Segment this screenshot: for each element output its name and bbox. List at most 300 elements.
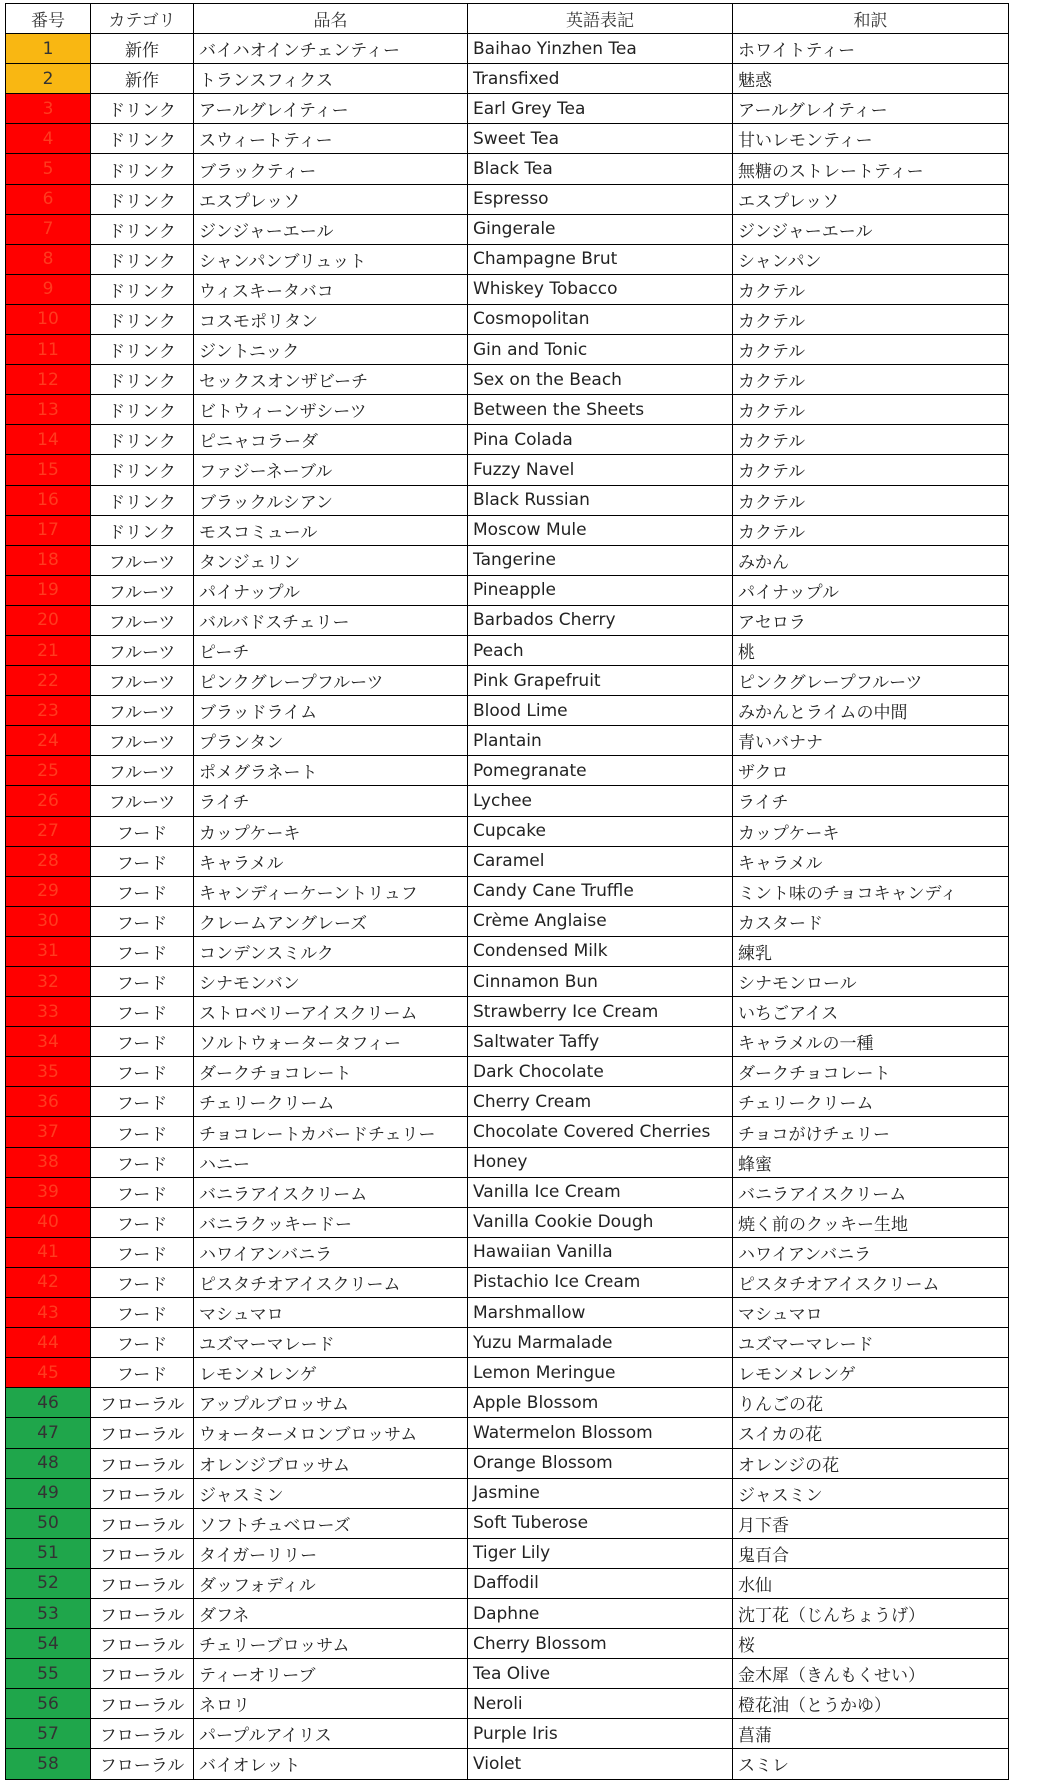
english-cell[interactable]: Pineapple	[468, 575, 733, 605]
english-cell[interactable]: Chocolate Covered Cherries	[468, 1117, 733, 1147]
category-cell[interactable]: ドリンク	[91, 274, 194, 304]
japanese-cell[interactable]: 青いバナナ	[733, 726, 1009, 756]
category-cell[interactable]: ドリンク	[91, 124, 194, 154]
category-cell[interactable]: フローラル	[91, 1418, 194, 1448]
row-number-cell[interactable]: 15	[6, 455, 91, 485]
name-cell[interactable]: ダッフォディル	[194, 1568, 468, 1598]
english-cell[interactable]: Black Russian	[468, 485, 733, 515]
japanese-cell[interactable]: カクテル	[733, 485, 1009, 515]
category-cell[interactable]: フローラル	[91, 1719, 194, 1749]
japanese-cell[interactable]: 橙花油（とうかゆ）	[733, 1689, 1009, 1719]
name-cell[interactable]: パイナップル	[194, 575, 468, 605]
name-cell[interactable]: トランスフィクス	[194, 64, 468, 94]
japanese-cell[interactable]: 月下香	[733, 1508, 1009, 1538]
header-english[interactable]: 英語表記	[468, 4, 733, 34]
japanese-cell[interactable]: 金木犀（きんもくせい）	[733, 1659, 1009, 1689]
category-cell[interactable]: フード	[91, 1057, 194, 1087]
row-number-cell[interactable]: 44	[6, 1328, 91, 1358]
category-cell[interactable]: フード	[91, 1298, 194, 1328]
row-number-cell[interactable]: 40	[6, 1207, 91, 1237]
english-cell[interactable]: Espresso	[468, 184, 733, 214]
english-cell[interactable]: Champagne Brut	[468, 244, 733, 274]
category-cell[interactable]: フード	[91, 1177, 194, 1207]
japanese-cell[interactable]: ユズマーマレード	[733, 1328, 1009, 1358]
table-row	[6, 304, 1009, 334]
japanese-cell[interactable]: シャンパン	[733, 244, 1009, 274]
category-cell[interactable]: ドリンク	[91, 485, 194, 515]
english-cell[interactable]: Jasmine	[468, 1478, 733, 1508]
japanese-cell[interactable]: ミント味のチョコキャンディ	[733, 876, 1009, 906]
name-cell[interactable]: バニラクッキードー	[194, 1207, 468, 1237]
japanese-cell[interactable]: カクテル	[733, 425, 1009, 455]
japanese-cell[interactable]: カクテル	[733, 455, 1009, 485]
japanese-cell[interactable]: ダークチョコレート	[733, 1057, 1009, 1087]
name-cell[interactable]: ジントニック	[194, 335, 468, 365]
english-cell[interactable]: Yuzu Marmalade	[468, 1328, 733, 1358]
english-cell[interactable]: Earl Grey Tea	[468, 94, 733, 124]
row-number-cell[interactable]: 36	[6, 1087, 91, 1117]
category-cell[interactable]: フローラル	[91, 1388, 194, 1418]
category-cell[interactable]: フローラル	[91, 1598, 194, 1628]
name-cell[interactable]: パープルアイリス	[194, 1719, 468, 1749]
english-cell[interactable]: Apple Blossom	[468, 1388, 733, 1418]
category-cell[interactable]: フード	[91, 1328, 194, 1358]
english-cell[interactable]: Caramel	[468, 846, 733, 876]
header-name[interactable]: 品名	[194, 4, 468, 34]
japanese-cell[interactable]: いちごアイス	[733, 997, 1009, 1027]
row-number-cell[interactable]: 32	[6, 967, 91, 997]
category-cell[interactable]: ドリンク	[91, 515, 194, 545]
japanese-cell[interactable]: エスプレッソ	[733, 184, 1009, 214]
japanese-cell[interactable]: 練乳	[733, 936, 1009, 966]
name-cell[interactable]: バルバドスチェリー	[194, 605, 468, 635]
english-cell[interactable]: Violet	[468, 1749, 733, 1779]
japanese-cell[interactable]: カクテル	[733, 304, 1009, 334]
english-cell[interactable]: Pistachio Ice Cream	[468, 1267, 733, 1297]
header-no[interactable]: 番号	[6, 4, 91, 34]
japanese-cell[interactable]: 鬼百合	[733, 1538, 1009, 1568]
category-cell[interactable]: ドリンク	[91, 184, 194, 214]
english-cell[interactable]: Neroli	[468, 1689, 733, 1719]
row-number-cell[interactable]: 58	[6, 1749, 91, 1779]
row-number-cell[interactable]: 50	[6, 1508, 91, 1538]
row-number-cell[interactable]: 45	[6, 1358, 91, 1388]
english-cell[interactable]: Marshmallow	[468, 1298, 733, 1328]
name-cell[interactable]: アップルブロッサム	[194, 1388, 468, 1418]
row-number-cell[interactable]: 25	[6, 756, 91, 786]
japanese-cell[interactable]: みかん	[733, 545, 1009, 575]
japanese-cell[interactable]: カクテル	[733, 365, 1009, 395]
row-number-cell[interactable]: 43	[6, 1298, 91, 1328]
japanese-cell[interactable]: 水仙	[733, 1568, 1009, 1598]
japanese-cell[interactable]: カップケーキ	[733, 816, 1009, 846]
japanese-cell[interactable]: ピスタチオアイスクリーム	[733, 1267, 1009, 1297]
name-cell[interactable]: エスプレッソ	[194, 184, 468, 214]
english-cell[interactable]: Gin and Tonic	[468, 335, 733, 365]
name-cell[interactable]: ネロリ	[194, 1689, 468, 1719]
japanese-cell[interactable]: 沈丁花（じんちょうげ）	[733, 1598, 1009, 1628]
category-cell[interactable]: フード	[91, 997, 194, 1027]
english-cell[interactable]: Cupcake	[468, 816, 733, 846]
row-number-cell[interactable]: 29	[6, 876, 91, 906]
name-cell[interactable]: ダークチョコレート	[194, 1057, 468, 1087]
japanese-cell[interactable]: 桃	[733, 635, 1009, 665]
row-number-cell[interactable]: 12	[6, 365, 91, 395]
name-cell[interactable]: クレームアングレーズ	[194, 906, 468, 936]
english-cell[interactable]: Black Tea	[468, 154, 733, 184]
name-cell[interactable]: ピーチ	[194, 635, 468, 665]
english-cell[interactable]: Vanilla Ice Cream	[468, 1177, 733, 1207]
japanese-cell[interactable]: パイナップル	[733, 575, 1009, 605]
row-number-cell[interactable]: 30	[6, 906, 91, 936]
category-cell[interactable]: フルーツ	[91, 605, 194, 635]
row-number-cell[interactable]: 33	[6, 997, 91, 1027]
english-cell[interactable]: Tangerine	[468, 545, 733, 575]
name-cell[interactable]: スウィートティー	[194, 124, 468, 154]
row-number-cell[interactable]: 48	[6, 1448, 91, 1478]
category-cell[interactable]: フード	[91, 1087, 194, 1117]
english-cell[interactable]: Plantain	[468, 726, 733, 756]
japanese-cell[interactable]: オレンジの花	[733, 1448, 1009, 1478]
english-cell[interactable]: Honey	[468, 1147, 733, 1177]
english-cell[interactable]: Condensed Milk	[468, 936, 733, 966]
english-cell[interactable]: Cosmopolitan	[468, 304, 733, 334]
name-cell[interactable]: タンジェリン	[194, 545, 468, 575]
english-cell[interactable]: Strawberry Ice Cream	[468, 997, 733, 1027]
english-cell[interactable]: Tiger Lily	[468, 1538, 733, 1568]
category-cell[interactable]: フルーツ	[91, 696, 194, 726]
name-cell[interactable]: ポメグラネート	[194, 756, 468, 786]
row-number-cell[interactable]: 17	[6, 515, 91, 545]
name-cell[interactable]: キャンディーケーントリュフ	[194, 876, 468, 906]
japanese-cell[interactable]: カクテル	[733, 335, 1009, 365]
row-number-cell[interactable]: 4	[6, 124, 91, 154]
japanese-cell[interactable]: キャラメル	[733, 846, 1009, 876]
name-cell[interactable]: ソルトウォータータフィー	[194, 1027, 468, 1057]
name-cell[interactable]: セックスオンザビーチ	[194, 365, 468, 395]
name-cell[interactable]: ウィスキータバコ	[194, 274, 468, 304]
row-number-cell[interactable]: 27	[6, 816, 91, 846]
row-number-cell[interactable]: 38	[6, 1147, 91, 1177]
japanese-cell[interactable]: ザクロ	[733, 756, 1009, 786]
name-cell[interactable]: ユズマーマレード	[194, 1328, 468, 1358]
japanese-cell[interactable]: アセロラ	[733, 605, 1009, 635]
category-cell[interactable]: フード	[91, 1237, 194, 1267]
name-cell[interactable]: ストロベリーアイスクリーム	[194, 997, 468, 1027]
row-number-cell[interactable]: 18	[6, 545, 91, 575]
name-cell[interactable]: モスコミュール	[194, 515, 468, 545]
row-number-cell[interactable]: 26	[6, 786, 91, 816]
name-cell[interactable]: バイオレット	[194, 1749, 468, 1779]
english-cell[interactable]: Moscow Mule	[468, 515, 733, 545]
name-cell[interactable]: ジンジャーエール	[194, 214, 468, 244]
english-cell[interactable]: Vanilla Cookie Dough	[468, 1207, 733, 1237]
japanese-cell[interactable]: カクテル	[733, 274, 1009, 304]
english-cell[interactable]: Transfixed	[468, 64, 733, 94]
name-cell[interactable]: コスモポリタン	[194, 304, 468, 334]
row-number-cell[interactable]: 13	[6, 395, 91, 425]
japanese-cell[interactable]: カクテル	[733, 515, 1009, 545]
english-cell[interactable]: Soft Tuberose	[468, 1508, 733, 1538]
category-cell[interactable]: フローラル	[91, 1659, 194, 1689]
japanese-cell[interactable]: ジンジャーエール	[733, 214, 1009, 244]
row-number-cell[interactable]: 52	[6, 1568, 91, 1598]
category-cell[interactable]: フード	[91, 906, 194, 936]
row-number-cell[interactable]: 53	[6, 1598, 91, 1628]
header-japanese[interactable]: 和訳	[733, 4, 1009, 34]
name-cell[interactable]: シナモンバン	[194, 967, 468, 997]
japanese-cell[interactable]: 菖蒲	[733, 1719, 1009, 1749]
category-cell[interactable]: ドリンク	[91, 365, 194, 395]
name-cell[interactable]: ハワイアンバニラ	[194, 1237, 468, 1267]
english-cell[interactable]: Blood Lime	[468, 696, 733, 726]
japanese-cell[interactable]: カクテル	[733, 395, 1009, 425]
japanese-cell[interactable]: 無糖のストレートティー	[733, 154, 1009, 184]
name-cell[interactable]: アールグレイティー	[194, 94, 468, 124]
row-number-cell[interactable]: 35	[6, 1057, 91, 1087]
english-cell[interactable]: Sex on the Beach	[468, 365, 733, 395]
row-number-cell[interactable]: 19	[6, 575, 91, 605]
english-cell[interactable]: Cherry Blossom	[468, 1629, 733, 1659]
name-cell[interactable]: バイハオインチェンティー	[194, 34, 468, 64]
name-cell[interactable]: プランタン	[194, 726, 468, 756]
english-cell[interactable]: Cinnamon Bun	[468, 967, 733, 997]
japanese-cell[interactable]: 桜	[733, 1629, 1009, 1659]
japanese-cell[interactable]: ジャスミン	[733, 1478, 1009, 1508]
category-cell[interactable]: フード	[91, 1147, 194, 1177]
category-cell[interactable]: フローラル	[91, 1538, 194, 1568]
row-number-cell[interactable]: 8	[6, 244, 91, 274]
category-cell[interactable]: フルーツ	[91, 666, 194, 696]
name-cell[interactable]: カップケーキ	[194, 816, 468, 846]
category-cell[interactable]: ドリンク	[91, 244, 194, 274]
row-number-cell[interactable]: 23	[6, 696, 91, 726]
name-cell[interactable]: キャラメル	[194, 846, 468, 876]
category-cell[interactable]: フード	[91, 1267, 194, 1297]
row-number-cell[interactable]: 46	[6, 1388, 91, 1418]
category-cell[interactable]: フード	[91, 1117, 194, 1147]
row-number-cell[interactable]: 1	[6, 34, 91, 64]
english-cell[interactable]: Crème Anglaise	[468, 906, 733, 936]
japanese-cell[interactable]: キャラメルの一種	[733, 1027, 1009, 1057]
name-cell[interactable]: オレンジブロッサム	[194, 1448, 468, 1478]
category-cell[interactable]: ドリンク	[91, 335, 194, 365]
row-number-cell[interactable]: 34	[6, 1027, 91, 1057]
japanese-cell[interactable]: ホワイトティー	[733, 34, 1009, 64]
english-cell[interactable]: Whiskey Tobacco	[468, 274, 733, 304]
japanese-cell[interactable]: 焼く前のクッキー生地	[733, 1207, 1009, 1237]
category-cell[interactable]: ドリンク	[91, 395, 194, 425]
row-number-cell[interactable]: 55	[6, 1659, 91, 1689]
name-cell[interactable]: チェリーブロッサム	[194, 1629, 468, 1659]
row-number-cell[interactable]: 56	[6, 1689, 91, 1719]
table-row	[6, 1117, 1009, 1147]
row-number-cell[interactable]: 10	[6, 304, 91, 334]
name-cell[interactable]: ブラックティー	[194, 154, 468, 184]
japanese-cell[interactable]: レモンメレンゲ	[733, 1358, 1009, 1388]
english-cell[interactable]: Tea Olive	[468, 1659, 733, 1689]
row-number-cell[interactable]: 37	[6, 1117, 91, 1147]
row-number-cell[interactable]: 21	[6, 635, 91, 665]
category-cell[interactable]: フローラル	[91, 1629, 194, 1659]
english-cell[interactable]: Dark Chocolate	[468, 1057, 733, 1087]
category-cell[interactable]: フルーツ	[91, 635, 194, 665]
category-cell[interactable]: フード	[91, 1358, 194, 1388]
japanese-cell[interactable]: 甘いレモンティー	[733, 124, 1009, 154]
category-cell[interactable]: ドリンク	[91, 304, 194, 334]
japanese-cell[interactable]: バニラアイスクリーム	[733, 1177, 1009, 1207]
english-cell[interactable]: Barbados Cherry	[468, 605, 733, 635]
name-cell[interactable]: ピンクグレープフルーツ	[194, 666, 468, 696]
japanese-cell[interactable]: アールグレイティー	[733, 94, 1009, 124]
english-cell[interactable]: Watermelon Blossom	[468, 1418, 733, 1448]
japanese-cell[interactable]: みかんとライムの中間	[733, 696, 1009, 726]
name-cell[interactable]: マシュマロ	[194, 1298, 468, 1328]
name-cell[interactable]: ライチ	[194, 786, 468, 816]
row-number-cell[interactable]: 22	[6, 666, 91, 696]
english-cell[interactable]: Purple Iris	[468, 1719, 733, 1749]
row-number-cell[interactable]: 57	[6, 1719, 91, 1749]
japanese-cell[interactable]: チェリークリーム	[733, 1087, 1009, 1117]
category-cell[interactable]: フード	[91, 816, 194, 846]
row-number-cell[interactable]: 20	[6, 605, 91, 635]
japanese-cell[interactable]: スイカの花	[733, 1418, 1009, 1448]
name-cell[interactable]: ブラックルシアン	[194, 485, 468, 515]
category-cell[interactable]: ドリンク	[91, 154, 194, 184]
category-cell[interactable]: ドリンク	[91, 425, 194, 455]
row-number-cell[interactable]: 2	[6, 64, 91, 94]
category-cell[interactable]: フード	[91, 1027, 194, 1057]
name-cell[interactable]: ハニー	[194, 1147, 468, 1177]
category-cell[interactable]: フローラル	[91, 1568, 194, 1598]
name-cell[interactable]: コンデンスミルク	[194, 936, 468, 966]
category-cell[interactable]: ドリンク	[91, 94, 194, 124]
japanese-cell[interactable]: りんごの花	[733, 1388, 1009, 1418]
name-cell[interactable]: ピニャコラーダ	[194, 425, 468, 455]
japanese-cell[interactable]: スミレ	[733, 1749, 1009, 1779]
row-number-cell[interactable]: 54	[6, 1629, 91, 1659]
name-cell[interactable]: タイガーリリー	[194, 1538, 468, 1568]
row-number-cell[interactable]: 16	[6, 485, 91, 515]
category-cell[interactable]: フード	[91, 936, 194, 966]
category-cell[interactable]: フルーツ	[91, 726, 194, 756]
row-number-cell[interactable]: 5	[6, 154, 91, 184]
english-cell[interactable]: Sweet Tea	[468, 124, 733, 154]
japanese-cell[interactable]: マシュマロ	[733, 1298, 1009, 1328]
row-number-cell[interactable]: 3	[6, 94, 91, 124]
name-cell[interactable]: ソフトチュベローズ	[194, 1508, 468, 1538]
name-cell[interactable]: バニラアイスクリーム	[194, 1177, 468, 1207]
english-cell[interactable]: Daphne	[468, 1598, 733, 1628]
row-number-cell[interactable]: 6	[6, 184, 91, 214]
english-cell[interactable]: Baihao Yinzhen Tea	[468, 34, 733, 64]
row-number-cell[interactable]: 41	[6, 1237, 91, 1267]
english-cell[interactable]: Pomegranate	[468, 756, 733, 786]
name-cell[interactable]: ピスタチオアイスクリーム	[194, 1267, 468, 1297]
japanese-cell[interactable]: カスタード	[733, 906, 1009, 936]
category-cell[interactable]: フローラル	[91, 1508, 194, 1538]
category-cell[interactable]: 新作	[91, 64, 194, 94]
english-cell[interactable]: Hawaiian Vanilla	[468, 1237, 733, 1267]
japanese-cell[interactable]: ライチ	[733, 786, 1009, 816]
category-cell[interactable]: フローラル	[91, 1448, 194, 1478]
english-cell[interactable]: Fuzzy Navel	[468, 455, 733, 485]
name-cell[interactable]: ジャスミン	[194, 1478, 468, 1508]
name-cell[interactable]: ビトウィーンザシーツ	[194, 395, 468, 425]
japanese-cell[interactable]: シナモンロール	[733, 967, 1009, 997]
japanese-cell[interactable]: 魅惑	[733, 64, 1009, 94]
category-cell[interactable]: フード	[91, 876, 194, 906]
english-cell[interactable]: Pink Grapefruit	[468, 666, 733, 696]
row-number-cell[interactable]: 42	[6, 1267, 91, 1297]
category-cell[interactable]: 新作	[91, 34, 194, 64]
name-cell[interactable]: ファジーネーブル	[194, 455, 468, 485]
row-number-cell[interactable]: 9	[6, 274, 91, 304]
japanese-cell[interactable]: チョコがけチェリー	[733, 1117, 1009, 1147]
row-number-cell[interactable]: 14	[6, 425, 91, 455]
name-cell[interactable]: ウォーターメロンブロッサム	[194, 1418, 468, 1448]
category-cell[interactable]: ドリンク	[91, 455, 194, 485]
category-cell[interactable]: フルーツ	[91, 786, 194, 816]
category-cell[interactable]: フルーツ	[91, 545, 194, 575]
name-cell[interactable]: レモンメレンゲ	[194, 1358, 468, 1388]
row-number-cell[interactable]: 31	[6, 936, 91, 966]
header-category[interactable]: カテゴリ	[91, 4, 194, 34]
english-cell[interactable]: Lychee	[468, 786, 733, 816]
japanese-cell[interactable]: 蜂蜜	[733, 1147, 1009, 1177]
row-number-cell[interactable]: 47	[6, 1418, 91, 1448]
row-number-cell[interactable]: 11	[6, 335, 91, 365]
category-cell[interactable]: フード	[91, 846, 194, 876]
english-cell[interactable]: Pina Colada	[468, 425, 733, 455]
english-cell[interactable]: Peach	[468, 635, 733, 665]
table-row	[6, 786, 1009, 816]
row-number-cell[interactable]: 28	[6, 846, 91, 876]
category-cell[interactable]: フローラル	[91, 1478, 194, 1508]
row-number-cell[interactable]: 49	[6, 1478, 91, 1508]
name-cell[interactable]: ティーオリーブ	[194, 1659, 468, 1689]
japanese-cell[interactable]: ピンクグレープフルーツ	[733, 666, 1009, 696]
row-number-cell[interactable]: 7	[6, 214, 91, 244]
row-number-cell[interactable]: 24	[6, 726, 91, 756]
row-number-cell[interactable]: 39	[6, 1177, 91, 1207]
name-cell[interactable]: チョコレートカバードチェリー	[194, 1117, 468, 1147]
header-row	[6, 4, 1009, 34]
name-cell[interactable]: チェリークリーム	[194, 1087, 468, 1117]
category-cell[interactable]: フローラル	[91, 1689, 194, 1719]
english-cell[interactable]: Daffodil	[468, 1568, 733, 1598]
category-cell[interactable]: フード	[91, 1207, 194, 1237]
english-cell[interactable]: Gingerale	[468, 214, 733, 244]
name-cell[interactable]: ブラッドライム	[194, 696, 468, 726]
english-cell[interactable]: Cherry Cream	[468, 1087, 733, 1117]
english-cell[interactable]: Candy Cane Truffle	[468, 876, 733, 906]
english-cell[interactable]: Saltwater Taffy	[468, 1027, 733, 1057]
english-cell[interactable]: Orange Blossom	[468, 1448, 733, 1478]
row-number-cell[interactable]: 51	[6, 1538, 91, 1568]
japanese-cell[interactable]: ハワイアンバニラ	[733, 1237, 1009, 1267]
table-row	[6, 335, 1009, 365]
category-cell[interactable]: フード	[91, 967, 194, 997]
name-cell[interactable]: シャンパンブリュット	[194, 244, 468, 274]
category-cell[interactable]: フルーツ	[91, 575, 194, 605]
category-cell[interactable]: フローラル	[91, 1749, 194, 1779]
name-cell[interactable]: ダフネ	[194, 1598, 468, 1628]
category-cell[interactable]: フルーツ	[91, 756, 194, 786]
english-cell[interactable]: Between the Sheets	[468, 395, 733, 425]
category-cell[interactable]: ドリンク	[91, 214, 194, 244]
english-cell[interactable]: Lemon Meringue	[468, 1358, 733, 1388]
